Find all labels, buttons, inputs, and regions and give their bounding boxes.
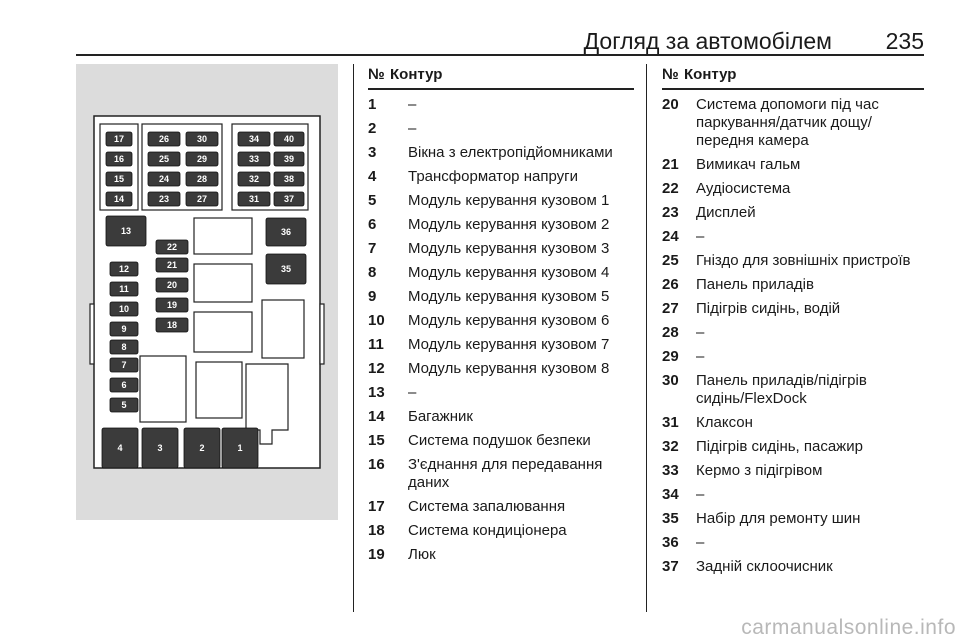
fuse-number: 35 (662, 510, 679, 527)
fuse-circuit: Панель приладів (696, 276, 814, 293)
fuse-number: 15 (368, 432, 385, 449)
fuse-label: 27 (196, 194, 208, 205)
fuse-number: 30 (662, 372, 679, 389)
fuse-row (368, 240, 634, 258)
fuse-row (662, 372, 924, 408)
fuse-label: 39 (283, 154, 295, 165)
fuse-number: 6 (368, 216, 377, 233)
fuse-row (662, 276, 924, 294)
fuse-number: 27 (662, 300, 679, 317)
table-header-left (368, 64, 634, 90)
fuse-circuit: Кермо з підігрівом (696, 462, 823, 479)
fuse-circuit: Багажник (408, 408, 473, 425)
fuse-circuit: – (696, 228, 705, 245)
fuse-row (662, 486, 924, 504)
fuse-circuit: Гніздо для зовнішніх пристроїв (696, 252, 911, 269)
fuse-number: 18 (368, 522, 385, 539)
fuse-circuit: – (696, 324, 705, 341)
fuse-label: 21 (166, 260, 178, 271)
fuse-label: 13 (120, 226, 132, 237)
fuse-row (662, 300, 924, 318)
fuse-number: 13 (368, 384, 385, 401)
fuse-label: 31 (248, 194, 260, 205)
fuse-row (368, 498, 634, 516)
fuse-label: 37 (283, 194, 295, 205)
fuse-row (662, 204, 924, 222)
fuse-row (662, 534, 924, 552)
fuse-number: 34 (662, 486, 679, 503)
fuse-label: 32 (248, 174, 260, 185)
fuse-label: 10 (118, 304, 130, 315)
fuse-number: 26 (662, 276, 679, 293)
fuse-label: 17 (113, 134, 125, 145)
fuse-label: 24 (158, 174, 170, 185)
fuse-circuit: Модуль керування кузовом 4 (408, 264, 610, 281)
fuse-circuit: Модуль керування кузовом 5 (408, 288, 610, 305)
fuse-circuit: Система подушок безпеки (408, 432, 591, 449)
fuse-label: 1 (237, 443, 243, 454)
fuse-label: 36 (280, 227, 292, 238)
fuse-row (662, 252, 924, 270)
fuse-label: 2 (199, 443, 205, 454)
fuse-row (368, 360, 634, 378)
fuse-circuit: – (696, 486, 705, 503)
page-title: Догляд за автомобілем (583, 28, 832, 54)
fuse-label: 6 (121, 380, 127, 391)
fuse-row (368, 192, 634, 210)
fuse-label: 18 (166, 320, 178, 331)
fuse-number: 20 (662, 96, 679, 113)
fuse-label: 19 (166, 300, 178, 311)
fuse-box-svg (76, 64, 338, 520)
fuse-label: 34 (248, 134, 260, 145)
fuse-circuit: Система кондиціонера (408, 522, 567, 539)
fuse-number: 25 (662, 252, 679, 269)
watermark: carmanualsonline.info (741, 616, 956, 639)
fuse-label: 28 (196, 174, 208, 185)
fuse-circuit: – (696, 534, 705, 551)
fuse-row (662, 96, 924, 150)
fuse-row (368, 96, 634, 114)
fuse-label: 40 (283, 134, 295, 145)
fuse-number: 1 (368, 96, 377, 113)
fuse-circuit: – (408, 96, 417, 113)
fuse-row (662, 228, 924, 246)
fuse-row (368, 336, 634, 354)
fuse-circuit: Трансформатор напруги (408, 168, 578, 185)
fuse-list-right (662, 96, 924, 576)
fuse-label: 35 (280, 264, 292, 275)
fuse-circuit: Модуль керування кузовом 6 (408, 312, 610, 329)
fuse-row (368, 456, 634, 492)
fuse-row (662, 180, 924, 198)
header-number: № (368, 66, 385, 83)
fuse-label: 16 (113, 154, 125, 165)
fuse-label: 3 (157, 443, 163, 454)
fuse-circuit: Підігрів сидінь, пасажир (696, 438, 863, 455)
fuse-circuit: Клаксон (696, 414, 753, 431)
fuse-number: 21 (662, 156, 679, 173)
fuse-circuit: Вимикач гальм (696, 156, 801, 173)
fuse-row (368, 144, 634, 162)
fuse-label: 20 (166, 280, 178, 291)
page-number: 235 (885, 28, 924, 54)
fuse-label: 7 (121, 360, 127, 371)
column-divider-left (353, 64, 354, 612)
fuse-number: 10 (368, 312, 385, 329)
fuse-circuit: З'єднання для передавання даних (408, 456, 603, 491)
header-number: № (662, 66, 679, 83)
fuse-circuit: Люк (408, 546, 436, 563)
fuse-row (368, 288, 634, 306)
fuse-label: 26 (158, 134, 170, 145)
fuse-circuit: Підігрів сидінь, водій (696, 300, 841, 317)
fuse-number: 16 (368, 456, 385, 473)
fuse-number: 32 (662, 438, 679, 455)
fuse-label: 4 (117, 443, 123, 454)
fuse-row (662, 558, 924, 576)
fuse-label: 22 (166, 242, 178, 253)
fuse-circuit: Модуль керування кузовом 1 (408, 192, 610, 209)
table-header-right (662, 64, 924, 90)
fuse-row (368, 312, 634, 330)
fuse-circuit: Модуль керування кузовом 2 (408, 216, 610, 233)
fuse-label: 8 (121, 342, 127, 353)
fuse-circuit: Аудіосистема (696, 180, 791, 197)
fuse-number: 19 (368, 546, 385, 563)
fuse-label: 25 (158, 154, 170, 165)
fuse-label: 5 (121, 400, 127, 411)
fuse-number: 17 (368, 498, 385, 515)
fuse-label: 23 (158, 194, 170, 205)
fuse-number: 24 (662, 228, 679, 245)
fuse-label: 14 (113, 194, 125, 205)
fuse-list-left (368, 96, 634, 564)
fuse-circuit: – (408, 384, 417, 401)
fuse-number: 2 (368, 120, 377, 137)
fuse-row (368, 216, 634, 234)
column-divider-right (646, 64, 647, 612)
fuse-number: 11 (368, 336, 384, 353)
fuse-number: 8 (368, 264, 377, 281)
fuse-row (662, 324, 924, 342)
fuse-circuit: Модуль керування кузовом 7 (408, 336, 610, 353)
fuse-circuit: Система запалювання (408, 498, 566, 515)
fuse-box-diagram (76, 64, 338, 520)
fuse-circuit: Задній склоочисник (696, 558, 833, 575)
fuse-table-left (368, 64, 634, 564)
fuse-label: 15 (113, 174, 125, 185)
fuse-label: 12 (118, 264, 130, 275)
fuse-circuit: – (696, 348, 705, 365)
fuse-row (368, 408, 634, 426)
fuse-number: 31 (662, 414, 679, 431)
header-circuit: Контур (390, 66, 443, 83)
fuse-number: 28 (662, 324, 679, 341)
fuse-circuit: Модуль керування кузовом 8 (408, 360, 610, 377)
fuse-row (662, 414, 924, 432)
fuse-number: 33 (662, 462, 679, 479)
fuse-row (368, 522, 634, 540)
fuse-row (662, 348, 924, 366)
fuse-number: 5 (368, 192, 377, 209)
fuse-number: 9 (368, 288, 377, 305)
fuse-label: 33 (248, 154, 260, 165)
fuse-number: 12 (368, 360, 385, 377)
fuse-number: 3 (368, 144, 377, 161)
fuse-circuit: Система допомоги під час паркування/датчик дощу/ передня камера (696, 96, 879, 149)
fuse-label: 30 (196, 134, 208, 145)
fuse-table-right (662, 64, 924, 576)
fuse-circuit: Вікна з електропідйомниками (408, 144, 613, 161)
fuse-number: 14 (368, 408, 385, 425)
fuse-circuit: Набір для ремонту шин (696, 510, 861, 527)
fuse-number: 23 (662, 204, 679, 221)
fuse-row (368, 120, 634, 138)
header-circuit: Контур (684, 66, 737, 83)
fuse-row (662, 438, 924, 456)
fuse-number: 36 (662, 534, 679, 551)
fuse-row (368, 264, 634, 282)
fuse-circuit: Панель приладів/підігрів сидінь/FlexDock (696, 372, 867, 407)
fuse-circuit: – (408, 120, 417, 137)
fuse-row (368, 432, 634, 450)
fuse-circuit: Модуль керування кузовом 3 (408, 240, 610, 257)
fuse-row (662, 462, 924, 480)
fuse-number: 4 (368, 168, 377, 185)
fuse-number: 22 (662, 180, 679, 197)
fuse-row (662, 510, 924, 528)
fuse-row (368, 546, 634, 564)
fuse-label: 38 (283, 174, 295, 185)
fuse-row (662, 156, 924, 174)
fuse-circuit: Дисплей (696, 204, 756, 221)
fuse-number: 7 (368, 240, 377, 257)
fuse-label: 11 (119, 284, 129, 295)
fuse-label: 29 (196, 154, 208, 165)
fuse-label: 9 (121, 324, 127, 335)
fuse-row (368, 168, 634, 186)
fuse-number: 29 (662, 348, 679, 365)
page-header (76, 24, 924, 56)
fuse-number: 37 (662, 558, 679, 575)
fuse-row (368, 384, 634, 402)
